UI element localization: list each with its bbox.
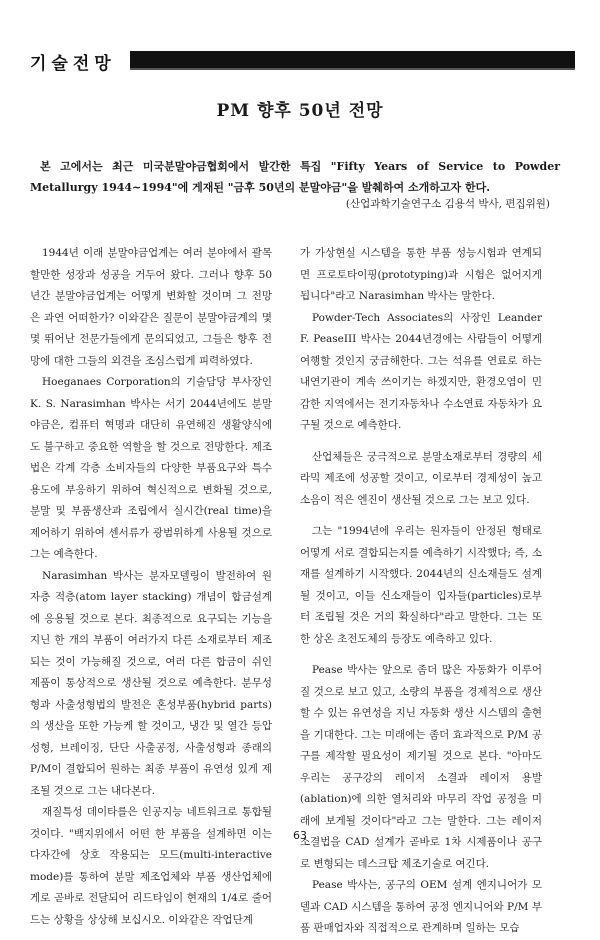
section-title: 기술전망: [30, 54, 116, 74]
paragraph: Pease 박사는 앞으로 좀더 많은 자동화가 이루어질 것으로 보고 있고, 소량의 부품을 경제적으로 생산할 수 있는 유연성을 지닌 자동화 생산 시스템의 출현을 기대한다. 그는 미래에는 좀더 효과적으로 P/M 공구를 제작할 필요성이 제기될 것으로 본다. "아마도 우리는 공구강의 레이저 소결과 레이저 용발(ablation)에 의한 열처리와 마무리 작업 공정을 미래에 보게될 것이다"라고 그는 말한다. 그는 레이저 소결법을 CAD 설계가 곧바로 1차 시제품이나 공구로 변형되는 데스크탑 제조기술로 여긴다.: [300, 664, 542, 870]
paragraph: Narasimhan 박사는 분자모델링이 발전하여 원자층 적층(atom layer stacking) 개념이 합금설계에 응용될 것으로 본다. 최종적으로 요구되는 기능을 지닌 한 개의 부품이 여러가지 다른 소재로부터 제조되는 것이 가능해질 것으로, 여러 다른 합금이 쉬인 제품이 통상적으로 생산될 것으로 예측한다. 분무성형과 사출성형법의 발전은 혼성부품(hybrid parts)의 생산을 또한 가능케 할 것이고, 냉간 및 열간 등압성형, 브레이징, 단단 사출공정, 사출성형과 종래의 P/M이 결합되어 원하는 최종 부품이 유연성 있게 제조될 것으로 그는 내다본다.: [30, 569, 272, 797]
header-bar: [130, 51, 575, 70]
paragraph: Pease 박사는, 공구의 OEM 설계 엔지니어가 모델과 CAD 시스템을 통하여 공정 엔지니어와 P/M 부품 판매업자와 직접적으로 관계하며 일하는 모습: [300, 879, 542, 934]
paragraph: 그는 "1994년에 우리는 원자들이 안정된 형태로 어떻게 서로 결합되는지를 예측하기 시작했다; 즉, 소재를 설계하기 시작했다. 2044년의 신소재들도 설계될 것이고, 이들 신소재들이 입자들(particles)로부터 조립될 것은 거의 확실하다"라고 말한다. 그는 또한 상온 초전도체의 등장도 예측하고 있다.: [300, 525, 542, 645]
article-title: PM 향후 50년 전망: [216, 101, 384, 121]
paragraph-gap: [300, 437, 542, 447]
paragraph-gap: [300, 650, 542, 660]
paragraph: 1944년 이래 분말야금업계는 여러 분야에서 괄목할만한 성장과 성공을 거두어 왔다. 그러나 향후 50년간 분말야금업계는 어떻게 변화할 것이며 그 전망은 과연 어떠한가? 이와같은 질문이 분말야금계의 몇몇 뛰어난 전문가들에게 문의되었고, 그들은 향후 전망에 대한 그들의 외견을 조심스럽게 피력하였다.: [30, 247, 272, 367]
article-intro: 본 고에서는 최근 미국분말야금협회에서 발간한 특집 "Fifty Years of Service to Powder Metallurgy 1944~1994"에 게재된 "금후 50년의 분말야금"을 발췌하여 소개하고자 한다.: [30, 160, 560, 194]
paragraph: Hoeganaes Corporation의 기술담당 부사장인 K. S. Narasimhan 박사는 서기 2044년에도 분말야금은, 컴퓨터 혁명과 대단히 유연해진 생활양식에도 불구하고 중요한 역할을 할 것으로 전망한다. 제조법은 각계 각층 소비자들의 다양한 부품요구와 특수용도에 부응하기 위하여 혁신적으로 변화될 것으로, 분말 및 부품생산과 조립에서 실시간(real time)을 제어하기 위하여 센서류가 광범위하게 사용될 것으로 그는 예측한다.: [30, 376, 272, 560]
paragraph: 산업체들은 궁극적으로 분말소재로부터 경량의 세라믹 제조에 성공할 것이고, 이로부터 경제성이 높고 소음이 적은 엔진이 생산될 것으로 그는 보고 있다.: [300, 450, 542, 506]
page-number: 63: [293, 829, 307, 842]
paragraph-gap: [300, 511, 542, 521]
left-column: [30, 243, 272, 931]
paragraph: 재질특성 데이타를은 인공지능 네트워크로 통합될 것이다. "백지위에서 어떤 한 부품을 설계하면 이는 다자간에 상호 작용되는 모드(multi-interactive mode)를 통하여 분말 제조업체와 부품 생산업체에게로 곧바로 전달되어 리드타임이 현재의 1/4로 줄어드는 상황을 상상해 보십시오. 이와같은 작업단계: [30, 806, 272, 926]
section-header: [30, 47, 575, 73]
article-byline: (산업과학기술연구소 김용석 박사, 편집위원): [345, 198, 550, 210]
paragraph: Powder-Tech Associates의 사장인 Leander F. PeaseIII 박사는 2044년경에는 사람들이 어떻게 여행할 것인지 궁금해한다. 그는 석유를 연료로 하는 내연기관이 계속 쓰이기는 하겠지만, 환경오염이 민감한 지역에서는 전기자동차나 수소연료 자동차가 요구될 것으로 예측한다.: [300, 311, 542, 431]
paragraph: 가 가상현실 시스템을 통한 부품 성능시험과 연계되면 프로토타이핑(prototyping)과 시험은 없어지게 됩니다"라고 Narasimhan 박사는 말한다.: [300, 247, 542, 302]
